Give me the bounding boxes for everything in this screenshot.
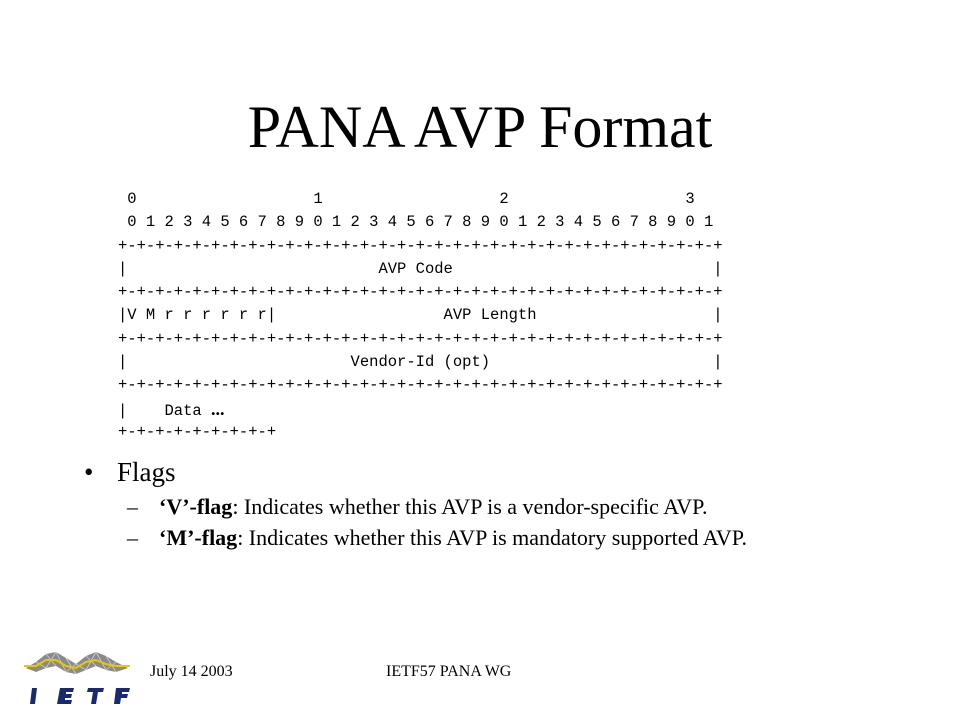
diagram-bit-units-row: 0 1 2 3 4 5 6 7 8 9 0 1 2 3 4 5 6 7 8 9 0 1 2 3 4 5 6 7 8 9 0 1 (118, 213, 714, 232)
diagram-data-ellipsis: ... (211, 398, 225, 419)
bullet-flags (84, 455, 904, 489)
diagram-border: +-+-+-+-+-+-+-+-+-+-+-+-+-+-+-+-+-+-+-+-+-+-+-+-+-+-+-+-+-+-+-+-+ (118, 329, 723, 348)
diagram-avp-code-row: | AVP Code | (118, 259, 723, 278)
diagram-border: +-+-+-+-+-+-+-+-+-+-+-+-+-+-+-+-+-+-+-+-+-+-+-+-+-+-+-+-+-+-+-+-+ (118, 376, 723, 395)
diagram-data-border: +-+-+-+-+-+-+-+-+ (118, 422, 277, 441)
diagram-vendor-id-row: | Vendor-Id (opt) | (118, 353, 723, 372)
footer-working-group: IETF57 PANA WG (386, 663, 512, 680)
sub-bullet-marker: – (127, 494, 138, 519)
v-flag-description: : Indicates whether this AVP is a vendor-specific AVP. (232, 494, 708, 519)
logo-wave-mesh (24, 652, 130, 674)
bullet-list (84, 455, 904, 551)
diagram-data-row (118, 398, 723, 421)
logo-letters (30, 688, 130, 704)
bullet-flags-label: Flags (117, 457, 176, 487)
sub-bullet-v-flag (127, 493, 904, 520)
diagram-border: +-+-+-+-+-+-+-+-+-+-+-+-+-+-+-+-+-+-+-+-+-+-+-+-+-+-+-+-+-+-+-+-+ (118, 236, 723, 255)
diagram-flags-length-row: |V M r r r r r r| AVP Length | (118, 306, 723, 325)
bullet-marker: • (84, 457, 94, 487)
diagram-data-label: | Data (118, 401, 212, 420)
m-flag-term: ‘M’-flag (159, 525, 238, 550)
m-flag-description: : Indicates whether this AVP is mandatory supported AVP. (237, 525, 748, 550)
v-flag-term: ‘V’-flag (159, 494, 233, 519)
avp-format-diagram (118, 188, 723, 444)
sub-bullet-m-flag (127, 524, 904, 551)
diagram-bit-tens-row: 0 1 2 3 (118, 190, 695, 208)
footer-date: July 14 2003 (150, 663, 233, 680)
ietf-logo (22, 648, 134, 710)
sub-bullet-marker: – (127, 525, 138, 550)
slide-title: PANA AVP Format (247, 94, 713, 160)
diagram-border: +-+-+-+-+-+-+-+-+-+-+-+-+-+-+-+-+-+-+-+-+-+-+-+-+-+-+-+-+-+-+-+-+ (118, 283, 723, 302)
